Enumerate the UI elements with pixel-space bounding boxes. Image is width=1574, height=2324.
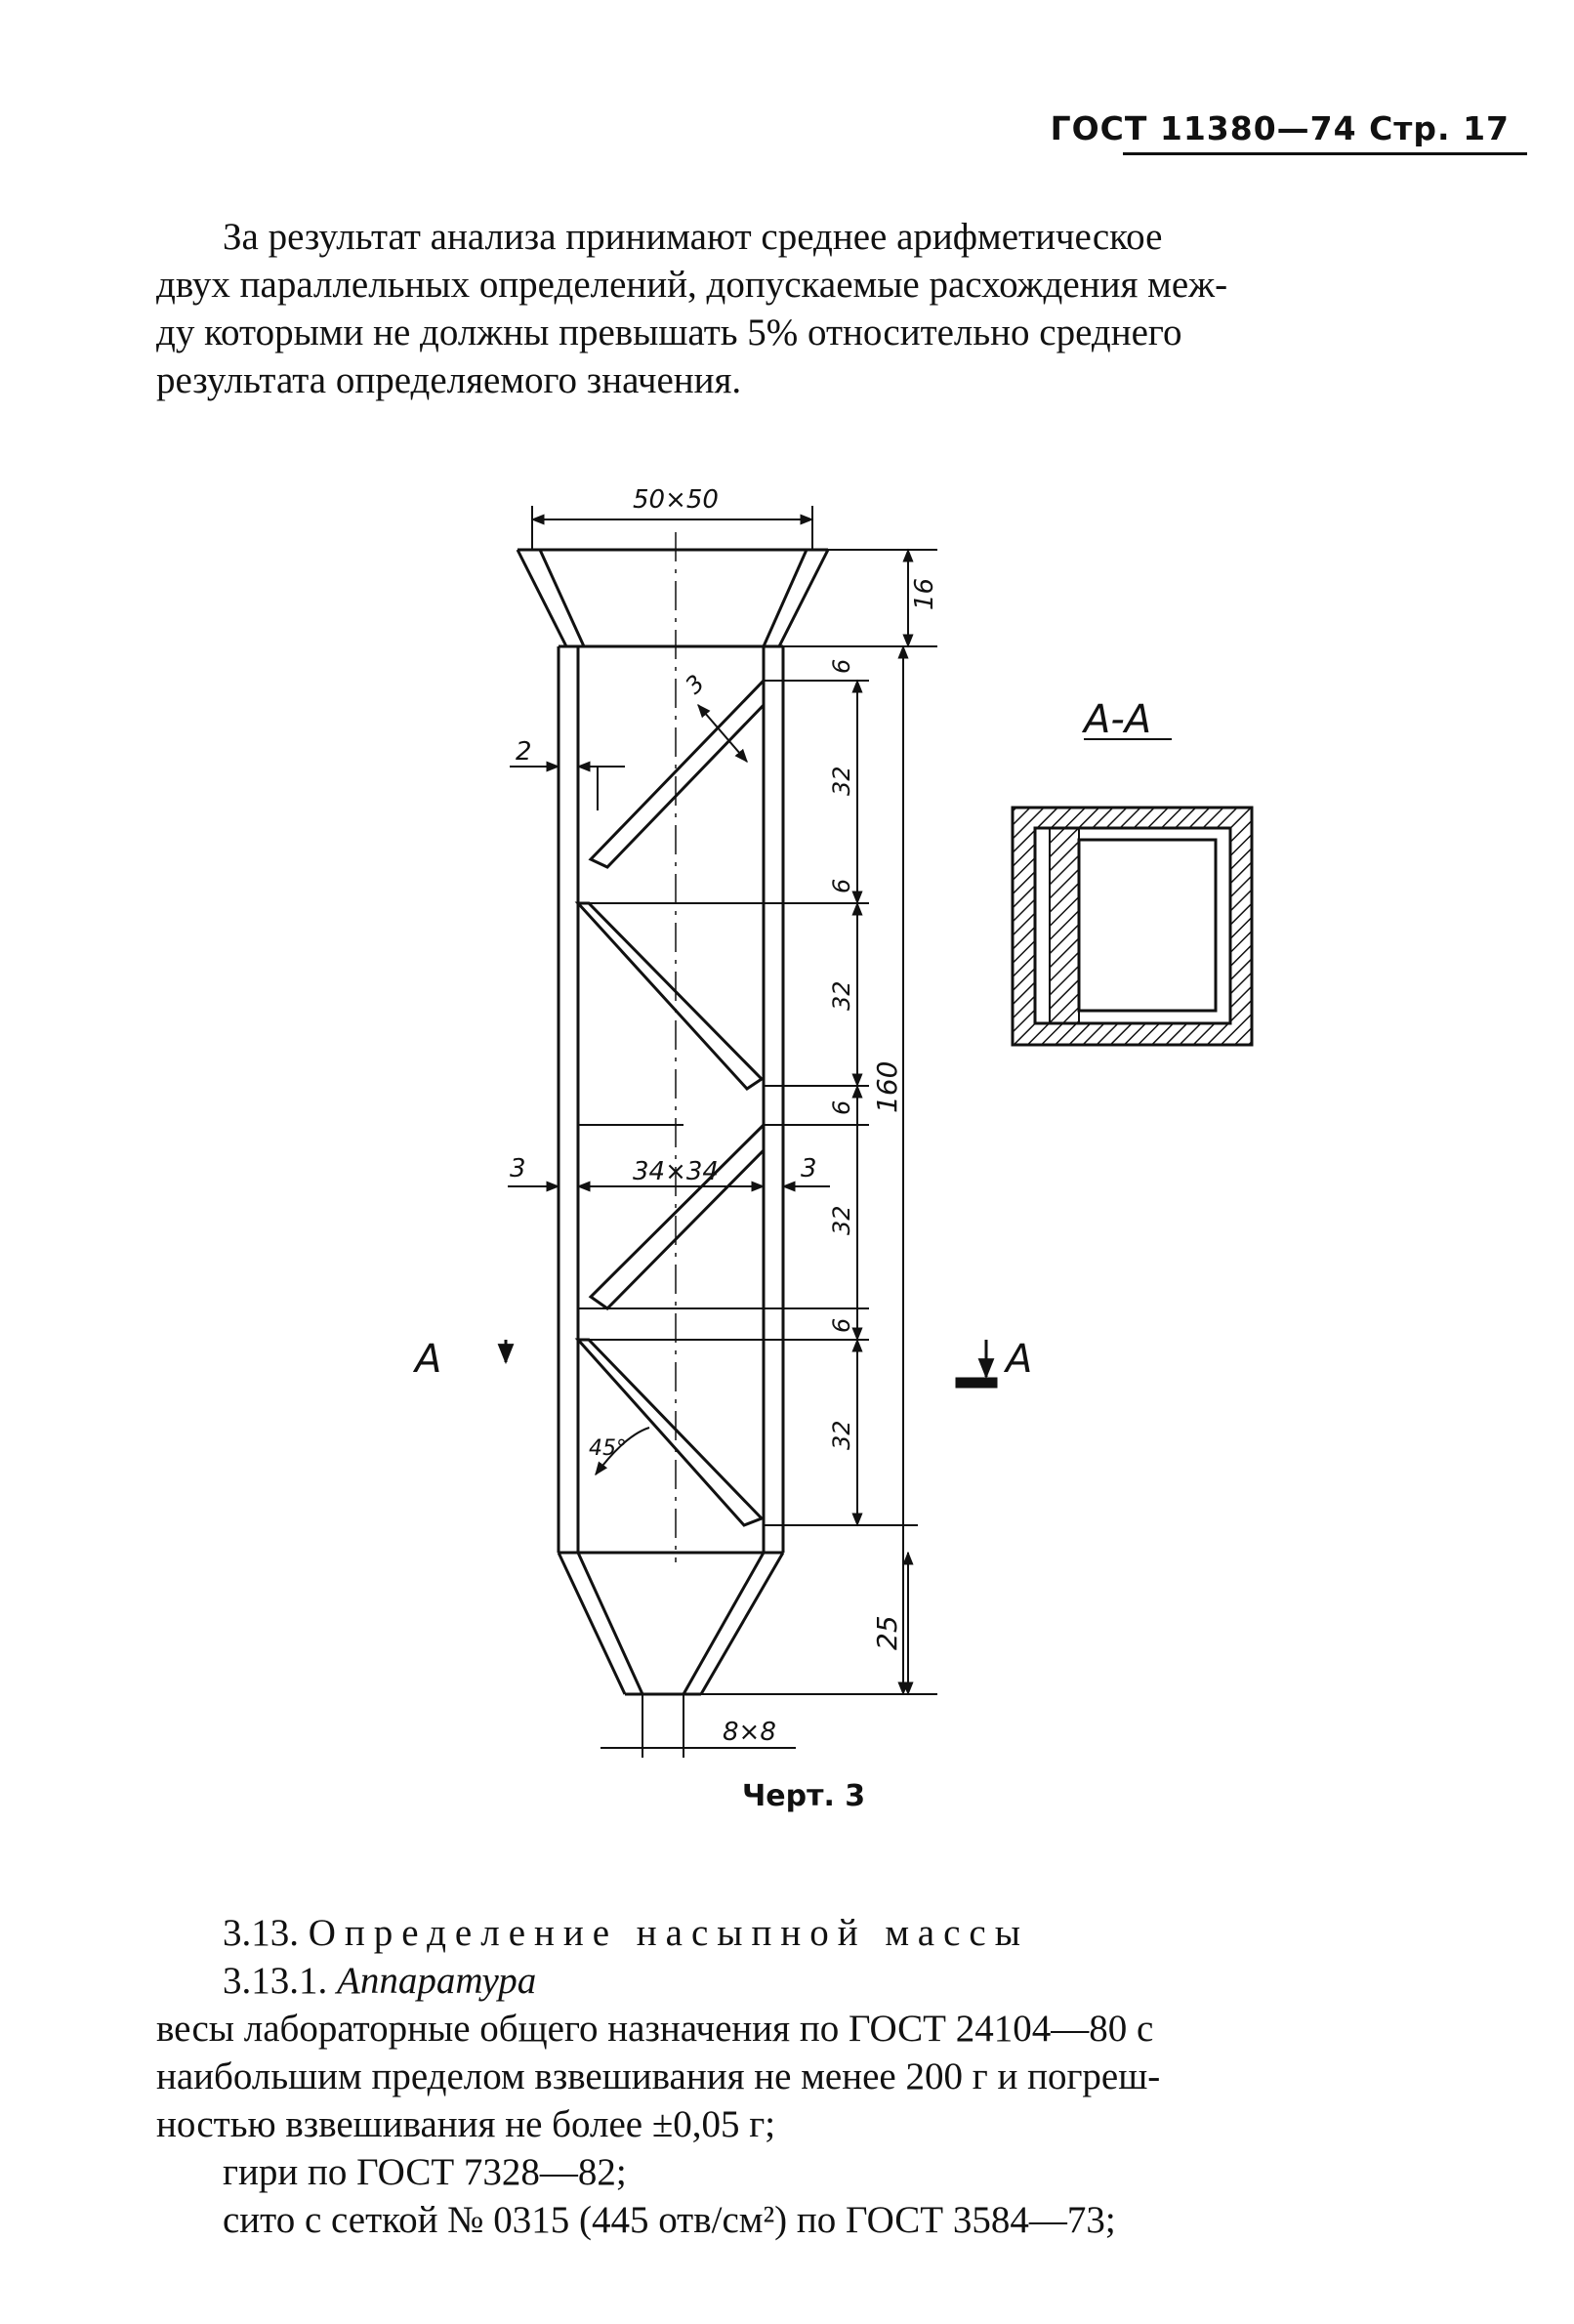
subsection-title: Аппаратура <box>337 1960 537 2002</box>
dim-seg-5: 6 <box>828 1100 855 1115</box>
intro-line: двух параллельных определений, допускаемые расхождения меж- <box>156 264 1228 306</box>
dim-seg-4: 32 <box>828 980 855 1011</box>
section-line: наибольшим пределом взвешивания не менее 200 г и погреш- <box>156 2055 1161 2097</box>
section-313 <box>156 1909 1523 2244</box>
intro-line: результата определяемого значения. <box>156 359 742 401</box>
dim-seg-3: 6 <box>828 878 855 893</box>
dim-bottom-opening: 8×8 <box>723 1718 776 1747</box>
intro-line: ду которыми не должны превышать 5% относительно среднего <box>156 311 1182 353</box>
subsection-number: 3.13.1. <box>223 1960 328 2002</box>
dimension-lines <box>508 506 937 1758</box>
section-a-a <box>1013 739 1252 1045</box>
cut-mark-left-label: А <box>415 1337 442 1382</box>
main-body <box>559 646 783 1553</box>
dim-seg-2: 32 <box>828 766 855 796</box>
section-number: 3.13. <box>223 1912 299 1954</box>
dim-seg-8: 32 <box>828 1420 855 1450</box>
dim-wall-thickness-left: 3 <box>510 1154 526 1183</box>
dim-angle: 45° <box>589 1436 627 1461</box>
section-line: гири по ГОСТ 7328—82; <box>223 2151 627 2193</box>
section-line: сито с сеткой № 0315 (445 отв/см²) по ГОСТ 3584—73; <box>223 2199 1116 2241</box>
dim-body-height: 160 <box>871 1060 903 1113</box>
intro-line: За результат анализа принимают среднее арифметическое <box>223 216 1163 258</box>
figure-caption: Черт. 3 <box>742 1779 866 1813</box>
page-header: ГОСТ 11380—74 Стр. 17 <box>1050 109 1510 147</box>
top-funnel <box>518 550 828 646</box>
dim-top-opening: 50×50 <box>633 485 719 515</box>
dim-seg-6: 32 <box>828 1205 855 1235</box>
section-heading <box>156 1909 1523 1957</box>
bottom-cone <box>559 1553 783 1694</box>
dim-funnel-height: 16 <box>910 577 939 610</box>
section-title: Определение насыпной массы <box>308 1912 1029 1954</box>
section-label: А-А <box>1084 697 1152 742</box>
dim-inner-section: 34×34 <box>633 1157 719 1186</box>
dim-baffle-thickness: 3 <box>680 669 711 700</box>
dim-wall-thickness-right: 3 <box>801 1154 817 1183</box>
baffles <box>578 681 764 1525</box>
section-line: весы лабораторные общего назначения по ГОСТ 24104—80 с <box>156 2008 1154 2050</box>
dim-bottom-cone-height: 25 <box>871 1615 903 1650</box>
dim-seg-1: 6 <box>828 658 855 674</box>
subsection-heading <box>156 1957 1523 2005</box>
cut-mark-right-label: А <box>1006 1337 1033 1382</box>
section-line: ностью взвешивания не более ±0,05 г; <box>156 2103 776 2145</box>
dim-seg-7: 6 <box>828 1317 855 1333</box>
dim-wall-left: 2 <box>516 737 532 767</box>
